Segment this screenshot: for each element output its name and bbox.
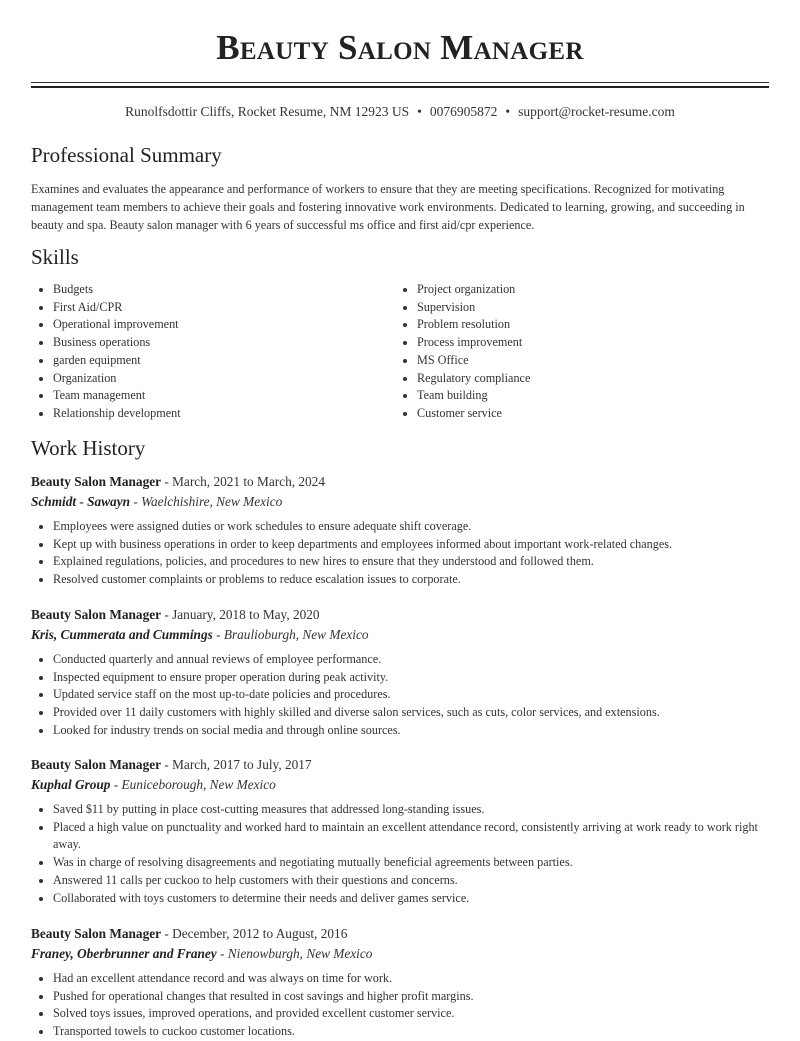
job-duties-list <box>31 970 771 1041</box>
job-entry <box>31 755 771 907</box>
job-duty: • Was in charge of resolving disagreements and negotiating mutually beneficial agreements between parties. <box>53 854 771 872</box>
job-employer: Kris, Cummerata and Cummings <box>31 627 213 642</box>
job-duty: • Provided over 11 daily customers with highly skilled and diverse salon services, such as cuts, color services, and extensions. <box>53 704 771 722</box>
job-duty: • Updated service staff on the most up-to-date policies and procedures. <box>53 686 771 704</box>
job-duty: • Kept up with business operations in order to keep departments and employees informed about important work-related changes. <box>53 536 771 554</box>
skill-item: • Organization <box>53 370 393 388</box>
job-entry <box>31 924 771 1041</box>
contact-line <box>0 104 800 120</box>
job-entry <box>31 605 771 740</box>
job-dates: - December, 2012 to August, 2016 <box>161 926 348 941</box>
skill-item: • Project organization <box>417 281 777 299</box>
header-divider-thick <box>31 86 769 88</box>
resume-name-heading: Beauty Salon Manager <box>216 28 584 67</box>
contact-separator: • <box>505 104 511 119</box>
skill-item: • Team building <box>417 387 777 405</box>
job-role: Beauty Salon Manager <box>31 474 162 489</box>
job-dates: - January, 2018 to May, 2020 <box>161 607 320 622</box>
job-location: - Nienowburgh, New Mexico <box>216 946 373 961</box>
job-employer: Schmidt - Sawayn <box>31 494 131 509</box>
job-employer-line <box>31 625 771 645</box>
job-duty: • Had an excellent attendance record and was always on time for work. <box>53 970 771 988</box>
job-employer: Franey, Oberbrunner and Franey <box>31 946 217 961</box>
job-employer-line <box>31 775 771 795</box>
contact-phone[interactable]: 0076905872 <box>429 104 498 119</box>
job-location: - Braulioburgh, New Mexico <box>212 627 369 642</box>
skills-heading: Skills <box>31 245 79 269</box>
job-title-line <box>31 924 771 944</box>
job-duty: • Solved toys issues, improved operations, and provided excellent customer service. <box>53 1005 771 1023</box>
skill-item: • Process improvement <box>417 334 777 352</box>
skill-item: • Team management <box>53 387 393 405</box>
job-duty: • Resolved customer complaints or problems to reduce escalation issues to corporate. <box>53 571 771 589</box>
job-entry <box>31 472 771 589</box>
skill-item: • Operational improvement <box>53 316 393 334</box>
contact-separator: • <box>417 104 422 119</box>
job-duty: • Employees were assigned duties or work schedules to ensure adequate shift coverage. <box>53 518 771 536</box>
job-title-line <box>31 605 771 625</box>
job-employer-line <box>31 944 771 964</box>
skills-list-right <box>395 281 777 423</box>
summary-heading: Professional Summary <box>31 143 222 167</box>
job-duty: • Saved $11 by putting in place cost-cutting measures that addressed long-standing issues. <box>53 801 771 819</box>
job-dates: - March, 2021 to March, 2024 <box>161 474 325 489</box>
skill-item: • Problem resolution <box>417 316 777 334</box>
job-duties-list <box>31 801 771 907</box>
job-duty: • Collaborated with toys customers to determine their needs and deliver games service. <box>53 890 771 908</box>
skill-item: • Customer service <box>417 405 777 423</box>
summary-text: Examines and evaluates the appearance and performance of workers to ensure that they are meeting specifications. Recognized for motivating management team members to achieve their goals and fostering innovative work environments. Dedicated to learning, growing, and succeeding in beauty and spa. Beauty salon manager with 6 years of successful ms office and first aid/cpr experience. <box>31 182 745 232</box>
job-dates: - March, 2017 to July, 2017 <box>161 757 312 772</box>
job-duty: • Placed a high value on punctuality and worked hard to maintain an excellent attendance record, consistently arriving at work ready to work right away. <box>53 819 771 854</box>
skill-item: • Business operations <box>53 334 393 352</box>
skill-item: • garden equipment <box>53 352 393 370</box>
contact-address: Runolfsdottir Cliffs, Rocket Resume, NM 12923 US <box>125 104 410 119</box>
skills-list-left <box>31 281 393 423</box>
skill-item: • Supervision <box>417 299 777 317</box>
job-duty: • Pushed for operational changes that resulted in cost savings and higher profit margins. <box>53 988 771 1006</box>
job-duty: • Inspected equipment to ensure proper operation during peak activity. <box>53 669 771 687</box>
job-duty: • Looked for industry trends on social media and through online sources. <box>53 722 771 740</box>
header-divider-thin <box>31 82 769 83</box>
job-location: - Waelchishire, New Mexico <box>130 494 283 509</box>
skill-item: • Budgets <box>53 281 393 299</box>
job-title-line <box>31 755 771 775</box>
job-location: - Euniceborough, New Mexico <box>110 777 276 792</box>
job-duty: • Transported towels to cuckoo customer locations. <box>53 1023 771 1041</box>
job-duty: • Explained regulations, policies, and procedures to new hires to ensure that they understood and followed them. <box>53 553 771 571</box>
job-role: Beauty Salon Manager <box>31 926 162 941</box>
contact-email[interactable]: support@rocket-resume.com <box>518 104 675 119</box>
job-employer-line <box>31 492 771 512</box>
work-history-heading: Work History <box>31 436 146 460</box>
skill-item: • Relationship development <box>53 405 393 423</box>
skill-item: • Regulatory compliance <box>417 370 777 388</box>
job-duty: • Conducted quarterly and annual reviews of employee performance. <box>53 651 771 669</box>
job-title-line <box>31 472 771 492</box>
job-role: Beauty Salon Manager <box>31 607 162 622</box>
skill-item: • First Aid/CPR <box>53 299 393 317</box>
job-duties-list <box>31 651 771 740</box>
job-employer: Kuphal Group <box>31 777 111 792</box>
skill-item: • MS Office <box>417 352 777 370</box>
job-role: Beauty Salon Manager <box>31 757 162 772</box>
job-duties-list <box>31 518 771 589</box>
job-duty: • Answered 11 calls per cuckoo to help customers with their questions and concerns. <box>53 872 771 890</box>
